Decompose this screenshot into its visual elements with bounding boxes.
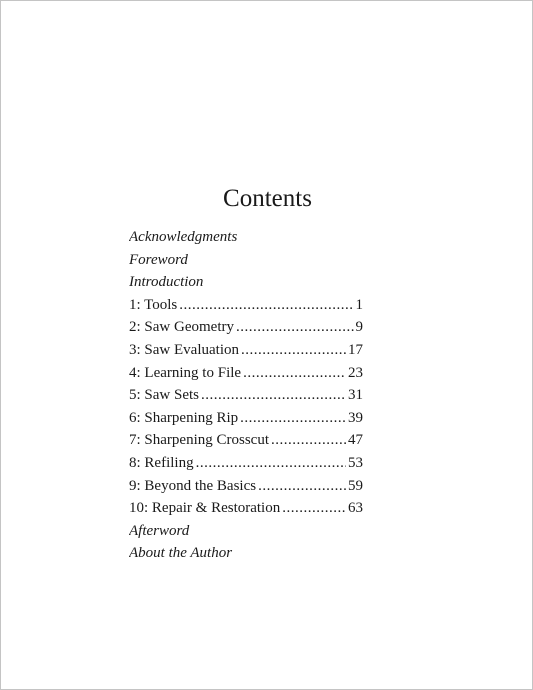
dot-leader bbox=[282, 497, 346, 520]
toc-back-afterword: Afterword bbox=[129, 522, 190, 539]
toc-entry-label: 3: Saw Evaluation bbox=[129, 341, 239, 358]
dot-leader bbox=[241, 339, 346, 362]
dot-leader bbox=[243, 362, 346, 385]
toc-entry-page-number: 53 bbox=[348, 454, 363, 471]
table-of-contents bbox=[129, 226, 363, 565]
toc-entry-label: 4: Learning to File bbox=[129, 364, 242, 381]
toc-entry-chapter-1 bbox=[129, 294, 363, 317]
toc-entry-label: 8: Refiling bbox=[129, 454, 194, 471]
dot-leader bbox=[271, 429, 346, 452]
toc-entry-label: 6: Sharpening Rip bbox=[129, 409, 239, 426]
toc-entry-label: 1: Tools bbox=[129, 296, 178, 313]
toc-entry-chapter-9 bbox=[129, 475, 363, 498]
toc-entry-page-number: 31 bbox=[348, 387, 363, 404]
toc-entry-chapter-3 bbox=[129, 339, 363, 362]
toc-entry-chapter-4 bbox=[129, 362, 363, 385]
toc-entry-chapter-2 bbox=[129, 316, 363, 339]
toc-front-acknowledgments: Acknowledgments bbox=[129, 229, 238, 245]
toc-front-introduction: Introduction bbox=[129, 274, 204, 291]
dot-leader bbox=[196, 452, 346, 475]
toc-entry-page-number: 47 bbox=[348, 432, 363, 449]
toc-entry-page-number: 23 bbox=[348, 364, 363, 381]
toc-entry-label: 5: Saw Sets bbox=[129, 387, 200, 404]
toc-entry-chapter-5 bbox=[129, 384, 363, 407]
toc-entry-page-number: 63 bbox=[348, 500, 363, 517]
toc-front-foreword: Foreword bbox=[129, 251, 188, 268]
toc-back-about-the-author: About the Author bbox=[129, 545, 233, 562]
dot-leader bbox=[240, 407, 346, 430]
toc-entry-chapter-10 bbox=[129, 497, 363, 520]
dot-leader bbox=[258, 475, 346, 498]
toc-entry-chapter-6 bbox=[129, 407, 363, 430]
toc-entry-label: 2: Saw Geometry bbox=[129, 319, 234, 336]
dot-leader bbox=[201, 384, 346, 407]
toc-entry-chapter-7 bbox=[129, 429, 363, 452]
toc-entry-page-number: 1 bbox=[355, 296, 363, 313]
dot-leader bbox=[236, 316, 354, 339]
dot-leader bbox=[179, 294, 353, 317]
toc-entry-label: 10: Repair & Restoration bbox=[129, 500, 281, 517]
toc-entry-page-number: 39 bbox=[348, 409, 363, 426]
toc-entry-page-number: 59 bbox=[348, 477, 363, 494]
toc-entry-chapter-8 bbox=[129, 452, 363, 475]
toc-entry-page-number: 17 bbox=[348, 341, 363, 358]
toc-entry-label: 7: Sharpening Crosscut bbox=[129, 432, 269, 449]
contents-title: Contents bbox=[223, 185, 312, 212]
toc-entry-page-number: 9 bbox=[355, 319, 363, 336]
toc-entry-label: 9: Beyond the Basics bbox=[129, 477, 257, 494]
